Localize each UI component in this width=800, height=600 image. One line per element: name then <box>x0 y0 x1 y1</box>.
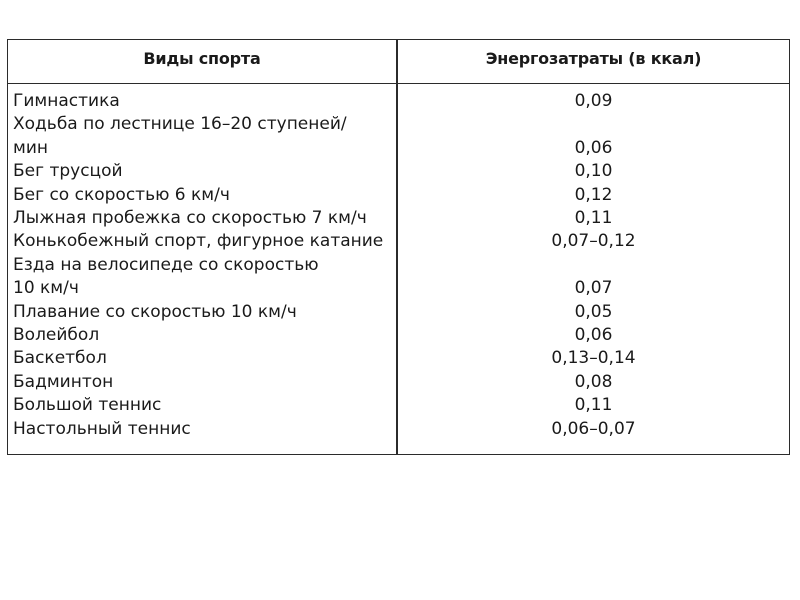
sport-name-line: 10 км/ч <box>13 278 79 299</box>
sport-name-line: мин <box>13 137 48 158</box>
sport-name <box>13 418 393 441</box>
sport-name-line: Конькобежный спорт, фигурное катание <box>13 231 384 252</box>
sport-name <box>13 230 393 253</box>
table-row <box>8 230 789 253</box>
sport-name-line: Настольный теннис <box>13 418 191 439</box>
table-body <box>8 90 789 441</box>
sport-name <box>13 347 393 370</box>
energy-value: 0,12 <box>574 184 613 205</box>
sport-name-line: Бег трусцой <box>13 161 123 182</box>
table-row <box>8 394 789 417</box>
table-row <box>8 113 789 160</box>
table-header <box>8 40 789 84</box>
sport-name <box>13 371 393 394</box>
sport-name-line: Плавание со скоростью 10 км/ч <box>13 301 297 322</box>
sport-name-line: Лыжная пробежка со скоростью 7 км/ч <box>13 207 367 228</box>
sport-name-line: Большой теннис <box>13 395 162 416</box>
table-row <box>8 254 789 301</box>
table-row <box>8 324 789 347</box>
sport-name <box>13 394 393 417</box>
energy-value: 0,05 <box>574 301 613 322</box>
table-row <box>8 207 789 230</box>
sports-energy-table <box>7 39 790 455</box>
sport-name-line: Езда на велосипеде со скоростью <box>13 254 319 275</box>
energy-value: 0,08 <box>574 371 613 392</box>
table-row <box>8 301 789 324</box>
header-energy: Энергозатраты (в ккал) <box>485 49 702 68</box>
table-row <box>8 347 789 370</box>
sport-name-line: Бег со скоростью 6 км/ч <box>13 184 230 205</box>
table-row <box>8 160 789 183</box>
header-sport: Виды спорта <box>143 49 261 68</box>
sport-name <box>13 184 393 207</box>
energy-value: 0,06–0,07 <box>551 418 636 439</box>
energy-value: 0,13–0,14 <box>551 348 636 369</box>
energy-value: 0,11 <box>574 207 613 228</box>
energy-value: 0,10 <box>574 161 613 182</box>
sport-name <box>13 324 393 347</box>
energy-value: 0,06 <box>574 137 613 158</box>
sport-name-line: Гимнастика <box>13 91 120 111</box>
energy-value: 0,09 <box>574 91 613 111</box>
table-row <box>8 418 789 441</box>
sport-name <box>13 160 393 183</box>
sport-name-line: Баскетбол <box>13 348 107 369</box>
table-row <box>8 184 789 207</box>
energy-value: 0,11 <box>574 395 613 416</box>
sport-name <box>13 207 393 230</box>
sport-name-line: Волейбол <box>13 324 100 345</box>
table-row <box>8 90 789 113</box>
energy-value: 0,07 <box>574 278 613 299</box>
sport-name-line: Ходьба по лестнице 16–20 ступеней/ <box>13 114 347 135</box>
energy-value: 0,06 <box>574 324 613 345</box>
sport-name-line: Бадминтон <box>13 371 114 392</box>
sport-name <box>13 113 393 160</box>
energy-value: 0,07–0,12 <box>551 231 636 252</box>
sport-name <box>13 90 393 113</box>
sport-name <box>13 301 393 324</box>
sport-name <box>13 254 393 301</box>
table-row <box>8 371 789 394</box>
